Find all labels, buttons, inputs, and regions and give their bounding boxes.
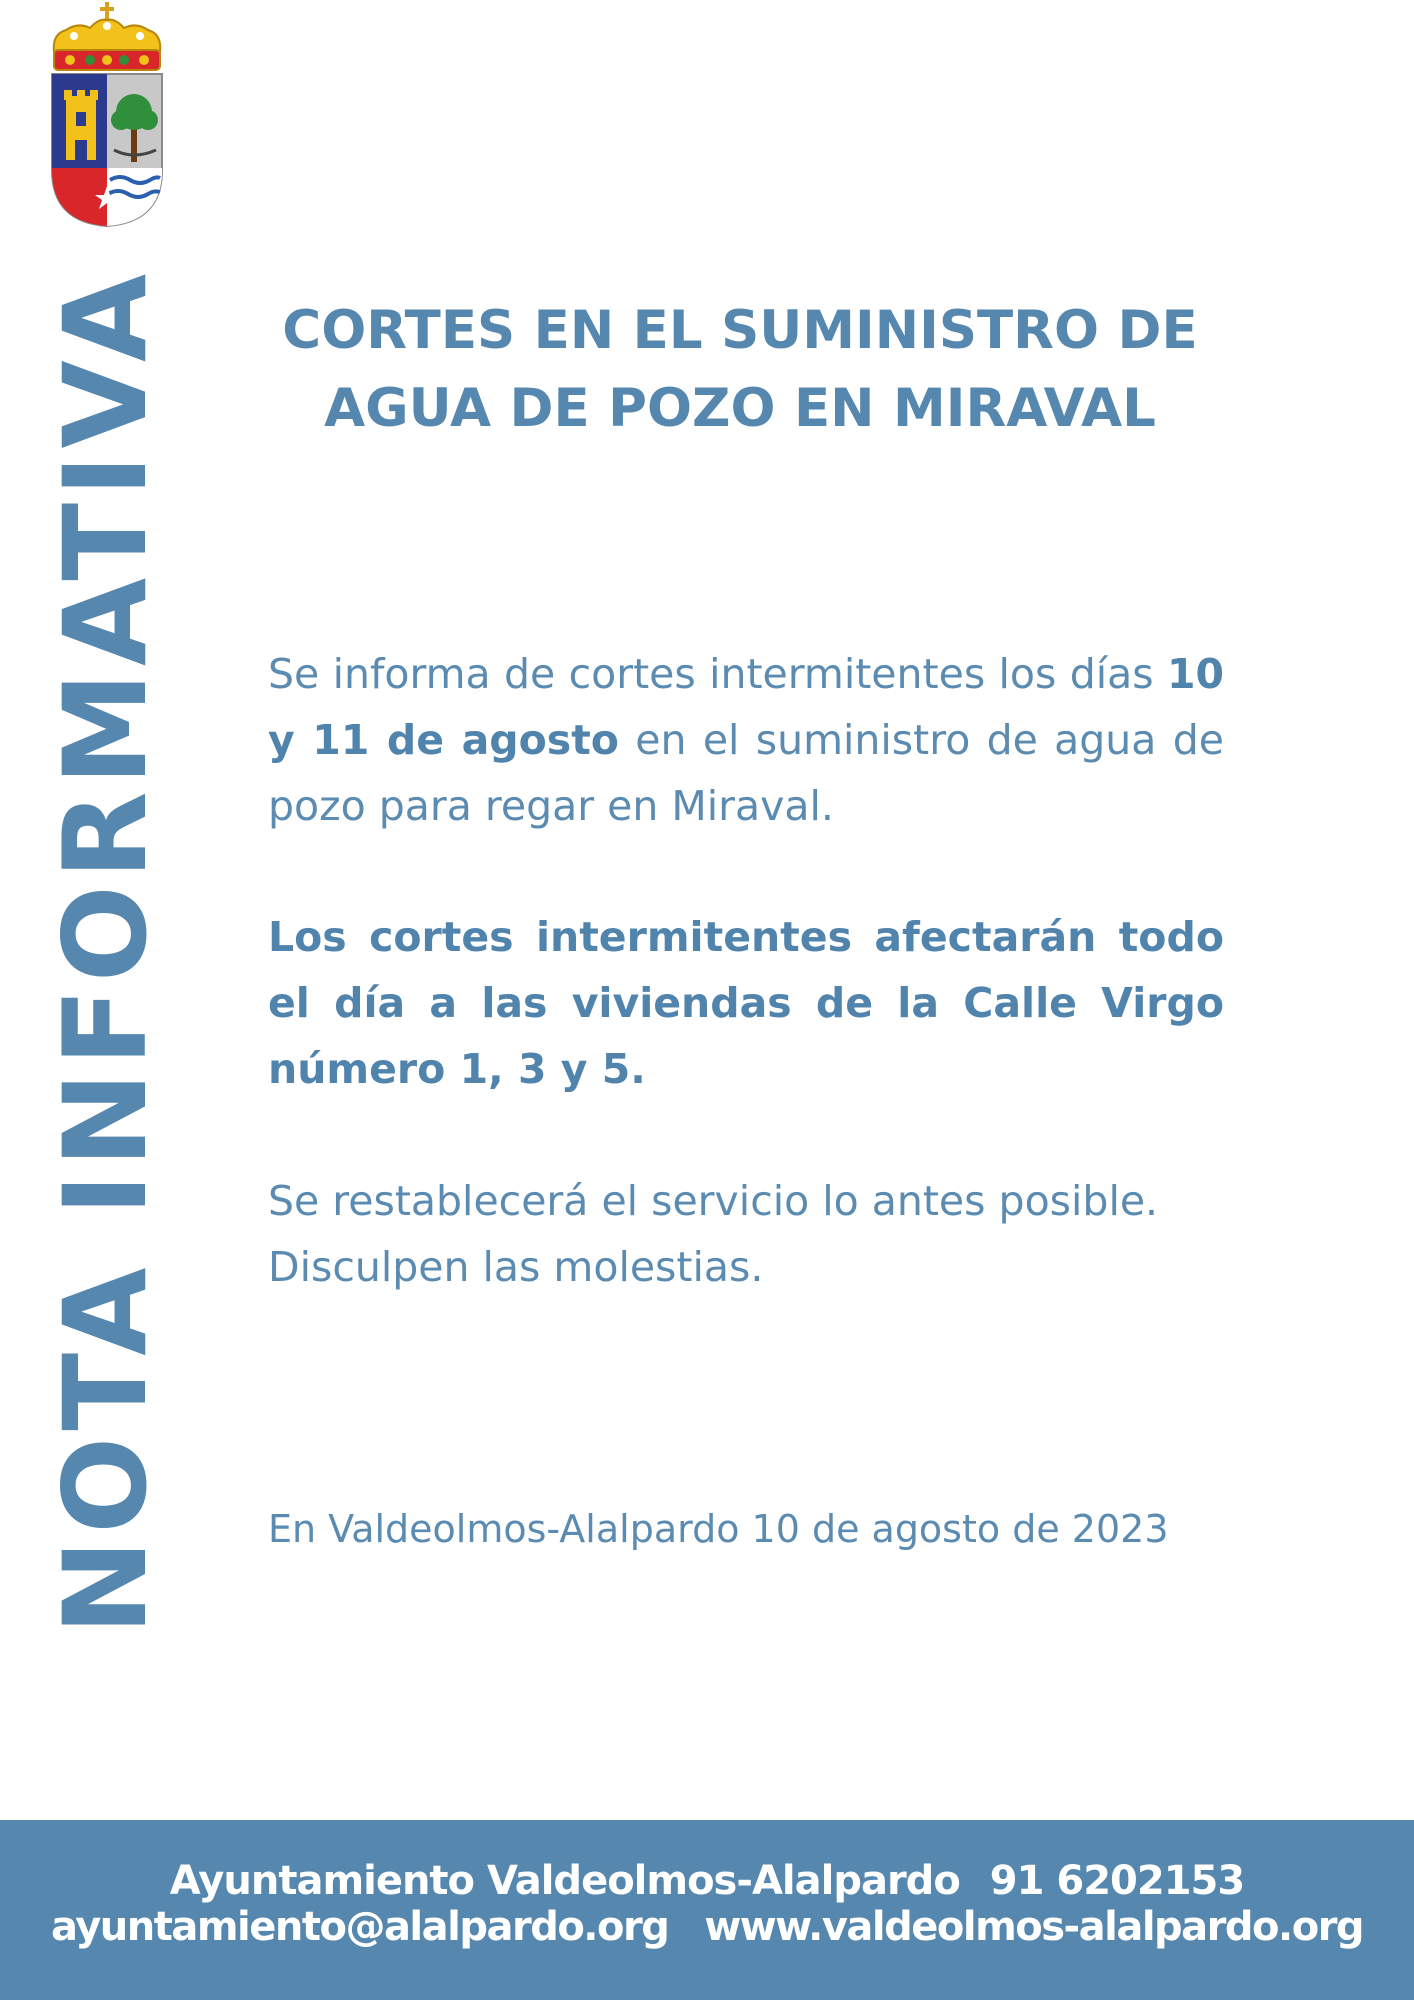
footer-bar bbox=[0, 1820, 1414, 2000]
footer-line-1 bbox=[0, 1858, 1414, 1904]
paragraph-announcement-lead: Se informa de cortes intermitentes los días bbox=[268, 650, 1167, 698]
paragraph-announcement-rest: en el suministro de agua de pozo para regar en Miraval. bbox=[268, 716, 1224, 830]
paragraph-apology-line-1: Se restablecerá el servicio lo antes posible. bbox=[268, 1177, 1159, 1225]
footer-email-link[interactable]: ayuntamiento@alalpardo.org bbox=[50, 1904, 669, 1950]
paragraph-apology-line-2: Disculpen las molestias. bbox=[268, 1243, 764, 1291]
paragraph-announcement bbox=[268, 641, 1224, 839]
vertical-title-container bbox=[39, 267, 172, 1635]
notice-title-line-2: AGUA DE POZO EN MIRAVAL bbox=[324, 378, 1156, 439]
footer-line-2 bbox=[0, 1904, 1414, 1950]
paragraph-affected-homes: Los cortes intermitentes afectarán todo el día a las viviendas de la Calle Virgo número 1, 3 y 5. bbox=[268, 913, 1224, 1093]
notice-title-line-1: CORTES EN EL SUMINISTRO DE bbox=[282, 300, 1198, 361]
footer-website-link[interactable]: www.valdeolmos-alalpardo.org bbox=[704, 1904, 1364, 1950]
footer-phone[interactable]: 91 6202153 bbox=[989, 1858, 1245, 1904]
notice-title bbox=[268, 292, 1212, 448]
paragraph-apology bbox=[268, 1168, 1224, 1300]
paragraph-announcement-dates: 10 y 11 de agosto bbox=[268, 650, 1224, 764]
closing-date-line: En Valdeolmos-Alalpardo 10 de agosto de 2023 bbox=[268, 1507, 1169, 1551]
coat-of-arms-icon bbox=[44, 0, 170, 232]
footer-organization: Ayuntamiento Valdeolmos-Alalpardo bbox=[169, 1858, 960, 1904]
vertical-title: NOTA INFORMATIVA bbox=[39, 267, 172, 1635]
